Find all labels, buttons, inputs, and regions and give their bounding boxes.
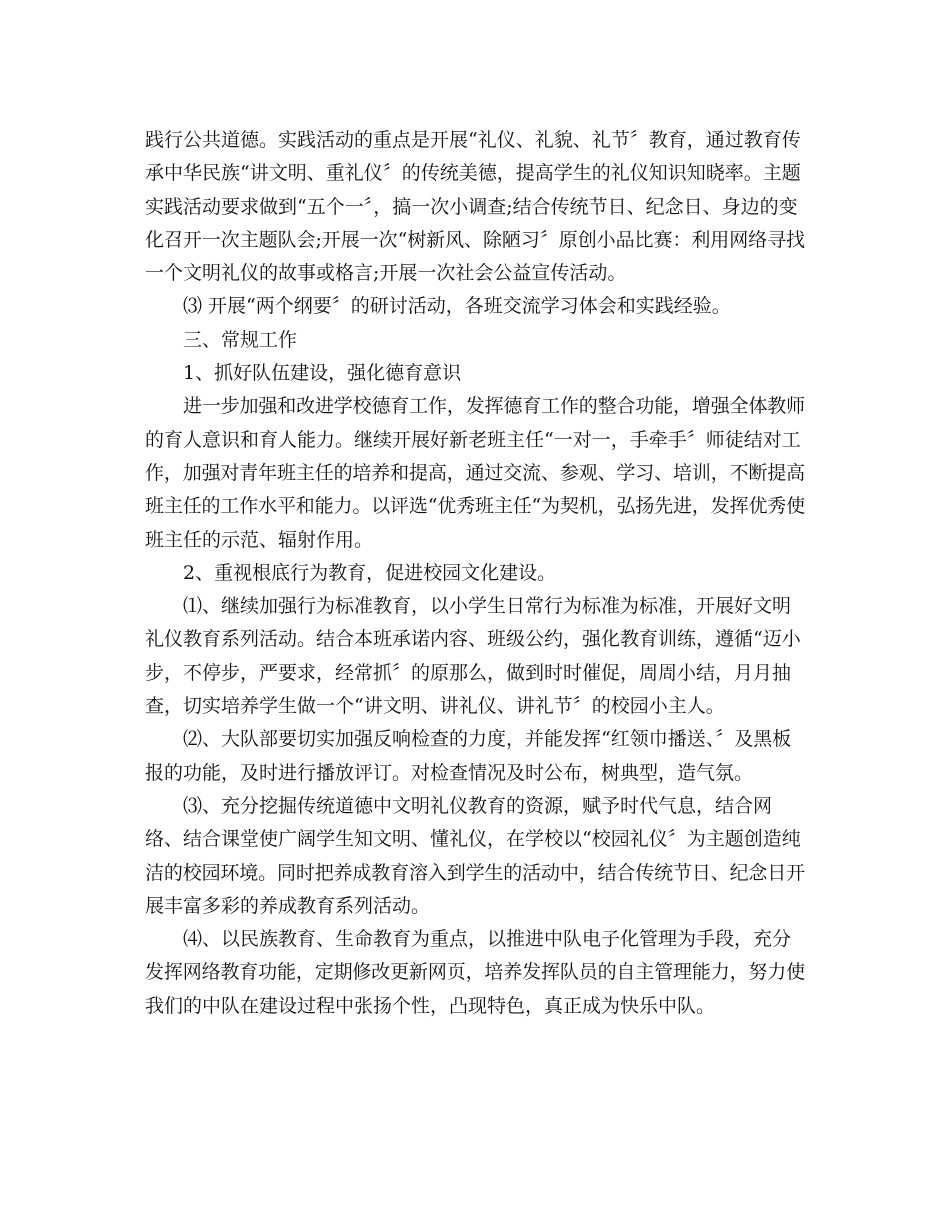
text-line: 进一步加强和改进学校德育工作，发挥德育工作的整合功能，增强全体教师 xyxy=(183,395,805,418)
text-line: 一个文明礼仪的故事或格言;开展一次社会公益宣传活动。 xyxy=(145,262,627,285)
text-line: 洁的校园环境。同时把养成教育溶入到学生的活动中，结合传统节日、纪念日开 xyxy=(145,861,805,884)
text-line: ⑶、充分挖掘传统道德中文明礼仪教育的资源，赋予时代气息，结合网 xyxy=(183,794,773,817)
text-line: ⑵、大队部要切实加强反响检查的力度，并能发挥“红领巾播送、〞及黑板 xyxy=(183,728,792,751)
text-line: 践行公共道德。实践活动的重点是开展“礼仪、礼貌、礼节〞教育，通过教育传 xyxy=(145,129,801,151)
text-line: 作，加强对青年班主任的培养和提高，通过交流、参观、学习、培训，不断提高 xyxy=(145,461,805,484)
text-line: 班主任的示范、辐射作用。 xyxy=(145,528,374,551)
text-line: ⑷、以民族教育、生命教育为重点，以推进中队电子化管理为手段，充分 xyxy=(183,928,792,951)
text-line: 络、结合课堂使广阔学生知文明、懂礼仪，在学校以“校园礼仪〞为主题创造纯 xyxy=(145,828,801,851)
text-line: 2、重视根底行为教育，促进校园文化建设。 xyxy=(183,561,557,584)
text-line: 查，切实培养学生做一个“讲文明、讲礼仪、讲礼节〞的校园小主人。 xyxy=(145,695,725,718)
text-line: 化召开一次主题队会;开展一次“树新风、除陋习〞原创小品比赛：利用网络寻找 xyxy=(145,228,805,251)
text-line: 礼仪教育系列活动。结合本班承诺内容、班级公约，强化教育训练，遵循“迈小 xyxy=(145,628,801,651)
text-line: 承中华民族“讲文明、重礼仪〞的传统美德，提高学生的礼仪知识知晓率。主题 xyxy=(145,162,801,185)
text-line: ⑶ 开展“两个纲要〞的研讨活动，各班交流学习体会和实践经验。 xyxy=(183,295,731,318)
text-line: ⑴、继续加强行为标准教育，以小学生日常行为标准为标准，开展好文明 xyxy=(183,595,792,618)
text-line: 1、抓好队伍建设，强化德育意识 xyxy=(183,362,462,385)
text-line: 报的功能，及时进行播放评订。对检查情况及时公布，树典型，造气氛。 xyxy=(145,761,754,784)
text-line: 步，不停步，严要求，经常抓〞的原那么，做到时时催促，周周小结，月月抽 xyxy=(145,661,792,684)
text-line: 三、常规工作 xyxy=(183,328,298,351)
document-body xyxy=(145,124,805,1023)
text-line: 发挥网络教育功能，定期修改更新网页，培养发挥队员的自主管理能力，努力使 xyxy=(145,961,805,984)
text-line: 实践活动要求做到“五个一〞，搞一次小调查;结合传统节日、纪念日、身边的变 xyxy=(145,195,798,218)
text-line: 我们的中队在建设过程中张扬个性，凸现特色，真正成为快乐中队。 xyxy=(145,994,716,1017)
text-line: 班主任的工作水平和能力。以评选“优秀班主任“为契机，弘扬先进，发挥优秀使 xyxy=(145,495,805,518)
text-line: 展丰富多彩的养成教育系列活动。 xyxy=(145,894,431,917)
text-line: 的育人意识和育人能力。继续开展好新老班主任“一对一，手牵手〞师徒结对工 xyxy=(145,428,801,451)
